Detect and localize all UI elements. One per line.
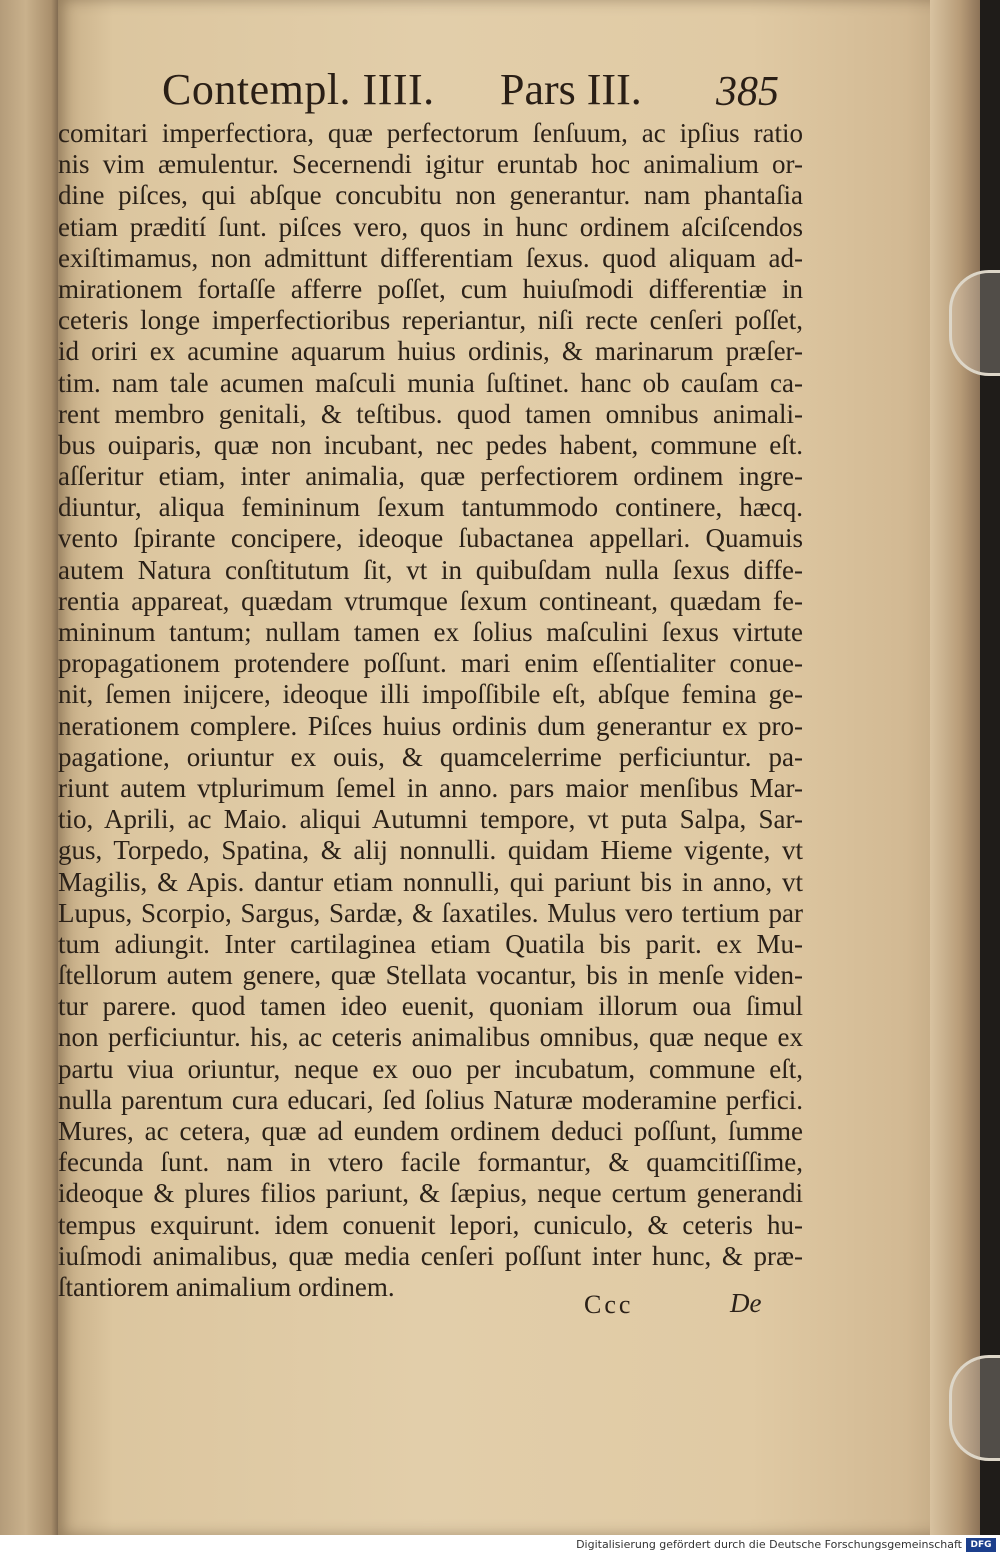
signature-mark: Ccc [584,1290,634,1319]
page-tab-marker-top [949,270,1000,376]
text-line: bus ouiparis, quæ non incubant, nec pedes habent, commune eſt. [58,429,803,460]
text-line: exiſtimamus, non admittunt differentiam ſexus. quod aliquam ad- [58,242,803,273]
text-line: tempus exquirunt. idem conuenit lepori, cuniculo, & ceteris hu- [58,1209,803,1240]
footer-bar [0,1535,1000,1555]
text-line: comitari imperfectiora, quæ perfectorum ſenſuum, ac ipſius ratio [58,118,803,148]
text-line: ſtellorum autem genere, quæ Stellata vocantur, bis in menſe viden- [58,960,803,991]
text-line: mininum tantum; nullam tamen ex ſolius maſculini ſexus virtute [58,617,803,647]
page-tab-marker-bottom [949,1355,1000,1461]
text-line: autem Natura conſtitutum ſit, vt in quibuſdam nulla ſexus diffe- [58,554,803,585]
text-line: nulla parentum cura educari, ſed ſolius Naturæ moderamine perfici. [58,1084,803,1115]
dfg-logo[interactable]: DFG [966,1538,996,1552]
text-line: Lupus, Scorpio, Sargus, Sardæ, & ſaxatiles. Mulus vero tertium par [58,897,803,928]
text-line: ceteris longe imperfectioribus reperiantur, niſi recte cenſeri poſſet, [58,305,803,336]
text-line: vento ſpirante concipere, ideoque ſubactanea appellari. Quamuis [58,523,803,554]
text-line: dine piſces, qui abſque concubitu non generantur. nam phantaſia [58,180,803,211]
text-line: non perficiuntur. his, ac ceteris animalibus omnibus, quæ neque ex [58,1022,803,1053]
text-line: nit, ſemen inijcere, ideoque illi impoſſibile eſt, abſque femina ge- [58,679,803,710]
header-part-title: Pars III. [500,65,642,114]
text-line: gus, Torpedo, Spatina, & alij nonnulli. quidam Hieme vigente, vt [58,835,803,866]
text-line: pagatione, oriuntur ex ouis, & quamcelerrime perficiuntur. pa- [58,741,803,772]
text-line: aſſeritur etiam, inter animalia, quæ perfectiorem ordinem ingre- [58,461,803,492]
text-line: Magilis, & Apis. dantur etiam nonnulli, qui pariunt bis in anno, vt [58,866,803,897]
text-line: id oriri ex acumine aquarum huius ordinis, & marinarum præſer- [58,336,803,367]
text-line: iuſmodi animalibus, quæ media cenſeri poſſunt inter hunc, & præ- [58,1240,803,1271]
text-line: tur parere. quod tamen ideo euenit, quoniam illorum oua ſimul [58,991,803,1022]
text-line: tio, Aprili, ac Maio. aliqui Autumni tempore, vt puta Salpa, Sar- [58,804,803,835]
page-number: 385 [716,69,779,115]
text-line: tum adiungit. Inter cartilaginea etiam Quatila bis parit. ex Mu- [58,928,803,959]
text-line: Mures, ac cetera, quæ ad eundem ordinem deduci poſſunt, ſumme [58,1116,803,1146]
text-line: propagationem protendere poſſunt. mari enim eſſentialiter conue- [58,648,803,679]
funding-notice: Digitalisierung gefördert durch die Deutsche Forschungsgemeinschaft [576,1538,962,1551]
text-line: nerationem complere. Piſces huius ordinis dum generantur ex pro- [58,710,803,741]
running-header [100,64,790,124]
text-line: ideoque & plures filios pariunt, & ſæpius, neque certum generandi [58,1178,803,1209]
text-line: nis vim æmulentur. Secernendi igitur eruntab hoc animalium or- [58,149,803,180]
text-line: riunt autem vtplurimum ſemel in anno. pars maior menſibus Mar- [58,772,803,803]
catchword: De [730,1288,762,1318]
page-fore-edge [930,0,980,1535]
text-line-last: ſtantiorem animalium ordinem. [58,1271,395,1302]
text-line: partu viua oriuntur, neque ex ouo per incubatum, commune eſt, [58,1053,803,1084]
text-line: fecunda ſunt. nam in vtero facile formantur, & quamcitiſſime, [58,1147,803,1178]
text-line: rentia appareat, quædam vtrumque ſexum contineant, quædam fe- [58,585,803,616]
header-section-title: Contempl. IIII. [162,65,435,114]
text-line: diuntur, aliqua femininum ſexum tantummodo continere, hæcq. [58,492,803,523]
text-line: rent membro genitali, & teſtibus. quod tamen omnibus animali- [58,398,803,429]
previous-page-edge [0,0,64,1535]
text-line: tim. nam tale acumen maſculi munia ſuſtinet. hanc ob cauſam ca- [58,367,803,398]
body-text [58,118,803,1303]
text-line: etiam prædití ſunt. piſces vero, quos in hunc ordinem aſciſcendos [58,211,803,242]
text-line: mirationem fortaſſe afferre poſſet, cum huiuſmodi differentiæ in [58,273,803,304]
